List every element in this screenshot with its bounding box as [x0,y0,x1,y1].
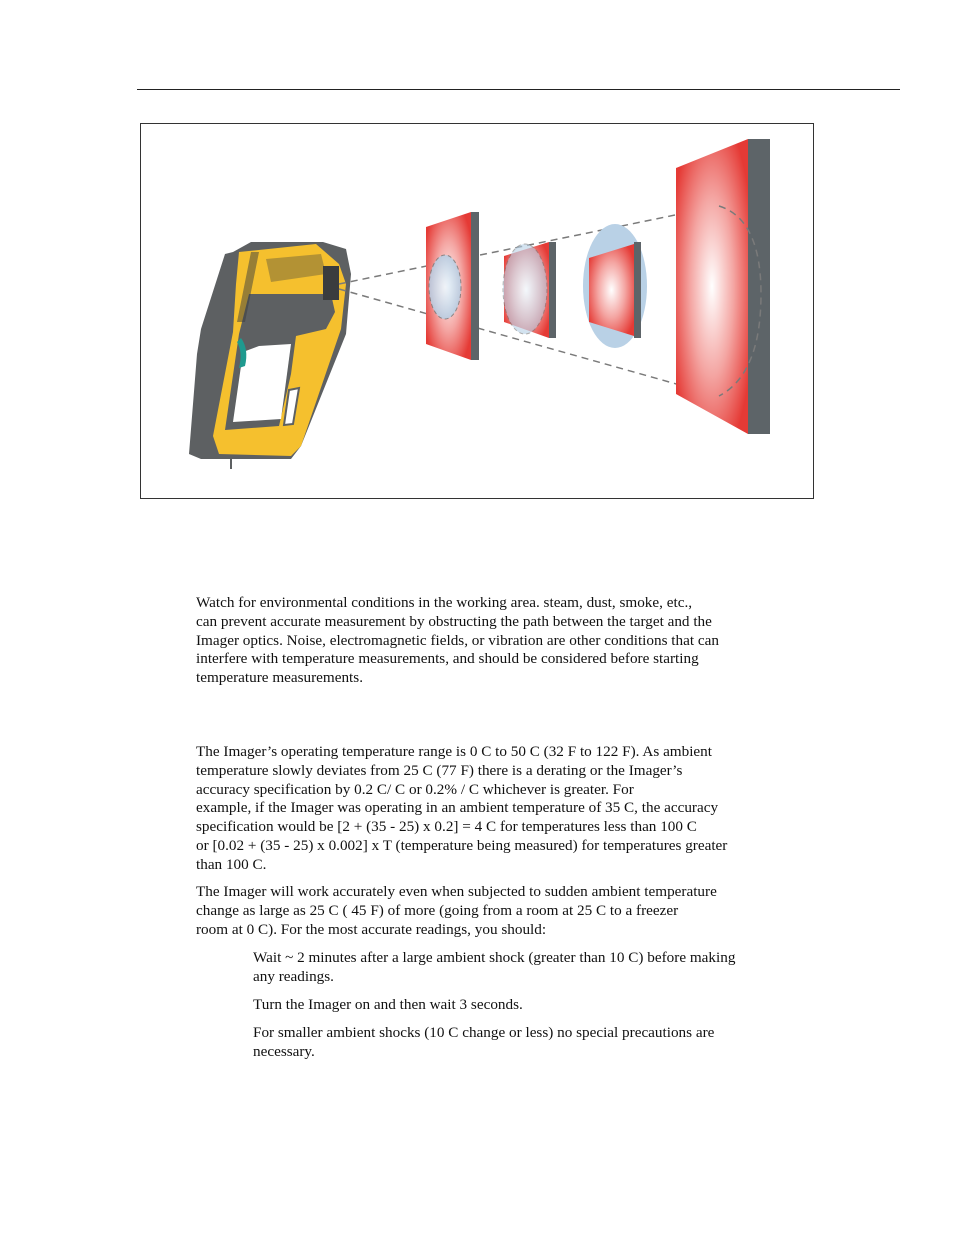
text-line: necessary. [253,1042,315,1060]
target-panel-4 [676,139,770,434]
imager-device [189,242,351,469]
text-line: Wait ~ 2 minutes after a large ambient shock (greater than 10 C) before making [253,949,736,966]
text-line: Turn the Imager on and then wait 3 seconds. [253,996,523,1013]
text-line: or [0.02 + (35 - 25) x 0.002] x T (temperature being measured) for temperatures greater [196,836,728,854]
text-line: The Imager will work accurately even when subjected to sudden ambient temperature [196,883,717,900]
text-line: change as large as 25 C ( 45 F) of more (going from a room at 25 C to a freezer [196,901,679,919]
text-line: specification would be [2 + (35 - 25) x 0.2] = 4 C for temperatures less than 100 C [196,818,697,836]
text-line: example, if the Imager was operating in an ambient temperature of 35 C, the accuracy [196,799,719,817]
paragraph-ambient-shock [196,883,816,939]
figure-imager-spot-size [140,123,814,499]
text-line: any readings. [253,967,334,985]
text-line: temperature measurements. [196,669,363,687]
list-item-turn-on [253,996,815,1015]
text-line: room at 0 C). For the most accurate readings, you should: [196,920,547,938]
text-line: Watch for environmental conditions in the working area. steam, dust, smoke, etc., [196,594,693,611]
text-line: The Imager’s operating temperature range is 0 C to 50 C (32 F to 122 F). As ambient [196,743,712,760]
target-panel-2 [503,242,556,338]
header-rule [137,89,900,90]
text-line: interfere with temperature measurements, and should be considered before starting [196,650,699,668]
target-panel-1 [426,212,479,360]
list-item-small-shocks [253,1024,815,1062]
text-line: temperature slowly deviates from 25 C (77 F) there is a derating or the Imager’s [196,761,683,779]
paragraph-ambient-temperature [196,743,816,875]
paragraph-environment [196,594,816,688]
text-line: accuracy specification by 0.2 C/ C or 0.2% / C whichever is greater. For [196,780,634,798]
text-line: than 100 C. [196,855,267,873]
text-line: For smaller ambient shocks (10 C change or less) no special precautions are [253,1024,715,1041]
text-line: Imager optics. Noise, electromagnetic fields, or vibration are other conditions that can [196,631,719,649]
target-panel-3 [583,224,647,348]
list-item-wait [253,949,815,987]
text-line: can prevent accurate measurement by obstructing the path between the target and the [196,612,712,630]
